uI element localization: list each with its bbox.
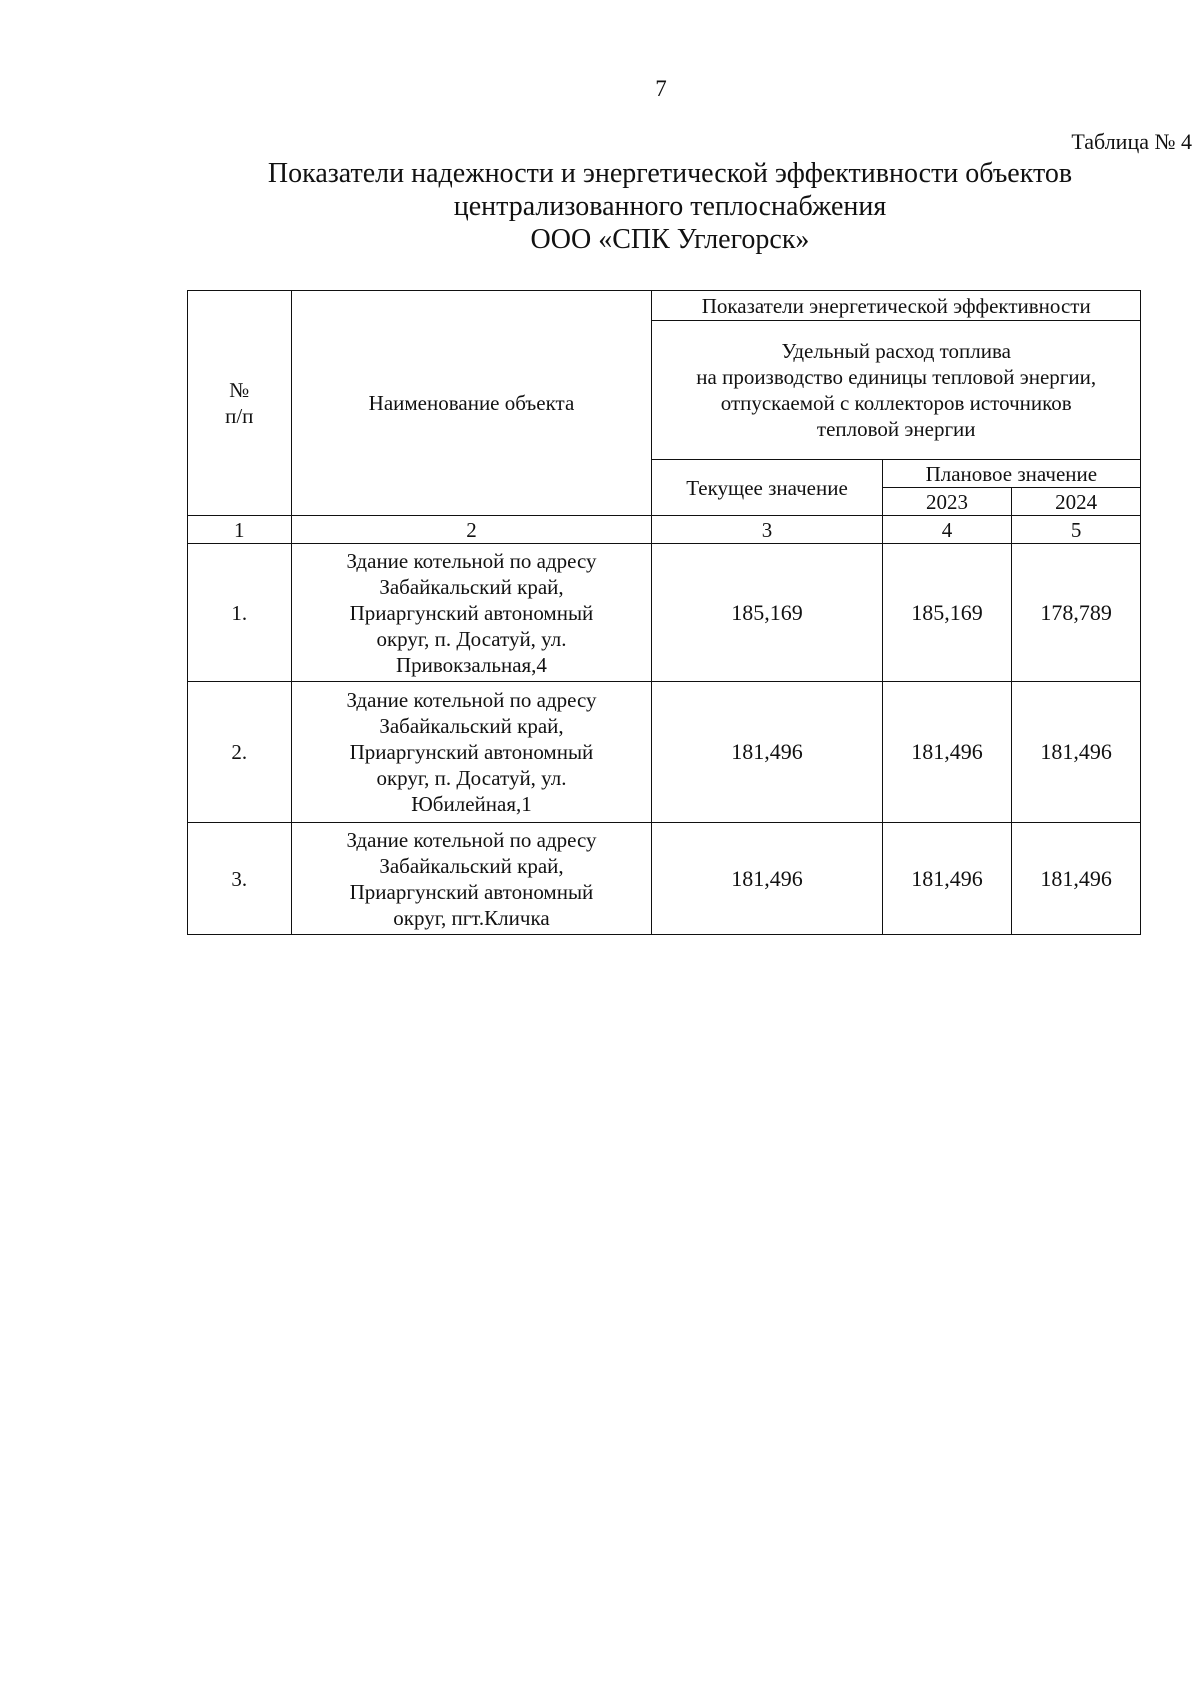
column-index: 5 [1012, 516, 1141, 544]
table-row [188, 682, 1141, 823]
header-current-value: Текущее значение [652, 460, 882, 516]
table-body [188, 516, 1141, 935]
document-title [170, 157, 1170, 256]
indicators-table [187, 290, 1141, 935]
header-year-2023: 2023 [882, 488, 1012, 516]
planned-value-2023: 181,496 [882, 823, 1012, 935]
current-value: 181,496 [652, 823, 882, 935]
planned-value-2024: 181,496 [1012, 823, 1141, 935]
row-number: 1. [188, 544, 292, 682]
title-line-1: Показатели надежности и энергетической эффективности объектов [267, 158, 1073, 189]
page-number: 7 [655, 76, 667, 101]
column-index: 1 [188, 516, 292, 544]
column-index: 2 [291, 516, 652, 544]
title-line-3: ООО «СПК Углегорск» [530, 224, 810, 255]
planned-value-2024: 178,789 [1012, 544, 1141, 682]
column-index: 4 [882, 516, 1012, 544]
planned-value-2023: 181,496 [882, 682, 1012, 823]
object-name: Здание котельной по адресу Забайкальский край, Приаргунский автономный округ, п. Досатуй, ул. Привокзальная,4 [291, 544, 652, 682]
header-year-2024: 2024 [1012, 488, 1141, 516]
table-label: Таблица № 4 [1071, 129, 1192, 154]
planned-value-2024: 181,496 [1012, 682, 1141, 823]
column-index: 3 [652, 516, 882, 544]
column-index-row [188, 516, 1141, 544]
current-value: 181,496 [652, 682, 882, 823]
table-row [188, 823, 1141, 935]
row-number: 2. [188, 682, 292, 823]
header-efficiency-group: Показатели энергетической эффективности [652, 291, 1141, 321]
header-object-name: Наименование объекта [291, 291, 652, 516]
planned-value-2023: 185,169 [882, 544, 1012, 682]
table-row [188, 544, 1141, 682]
title-line-2: централизованного теплоснабжения [453, 191, 887, 222]
header-planned-value: Плановое значение [882, 460, 1140, 488]
object-name: Здание котельной по адресу Забайкальский край, Приаргунский автономный округ, п. Досатуй, ул. Юбилейная,1 [291, 682, 652, 823]
table-header [188, 291, 1141, 516]
header-number: № п/п [188, 291, 292, 516]
header-fuel-consumption: Удельный расход топлива на производство единицы тепловой энергии, отпускаемой с коллекторов источников тепловой энергии [652, 321, 1141, 460]
object-name: Здание котельной по адресу Забайкальский край, Приаргунский автономный округ, пгт.Кличка [291, 823, 652, 935]
current-value: 185,169 [652, 544, 882, 682]
row-number: 3. [188, 823, 292, 935]
